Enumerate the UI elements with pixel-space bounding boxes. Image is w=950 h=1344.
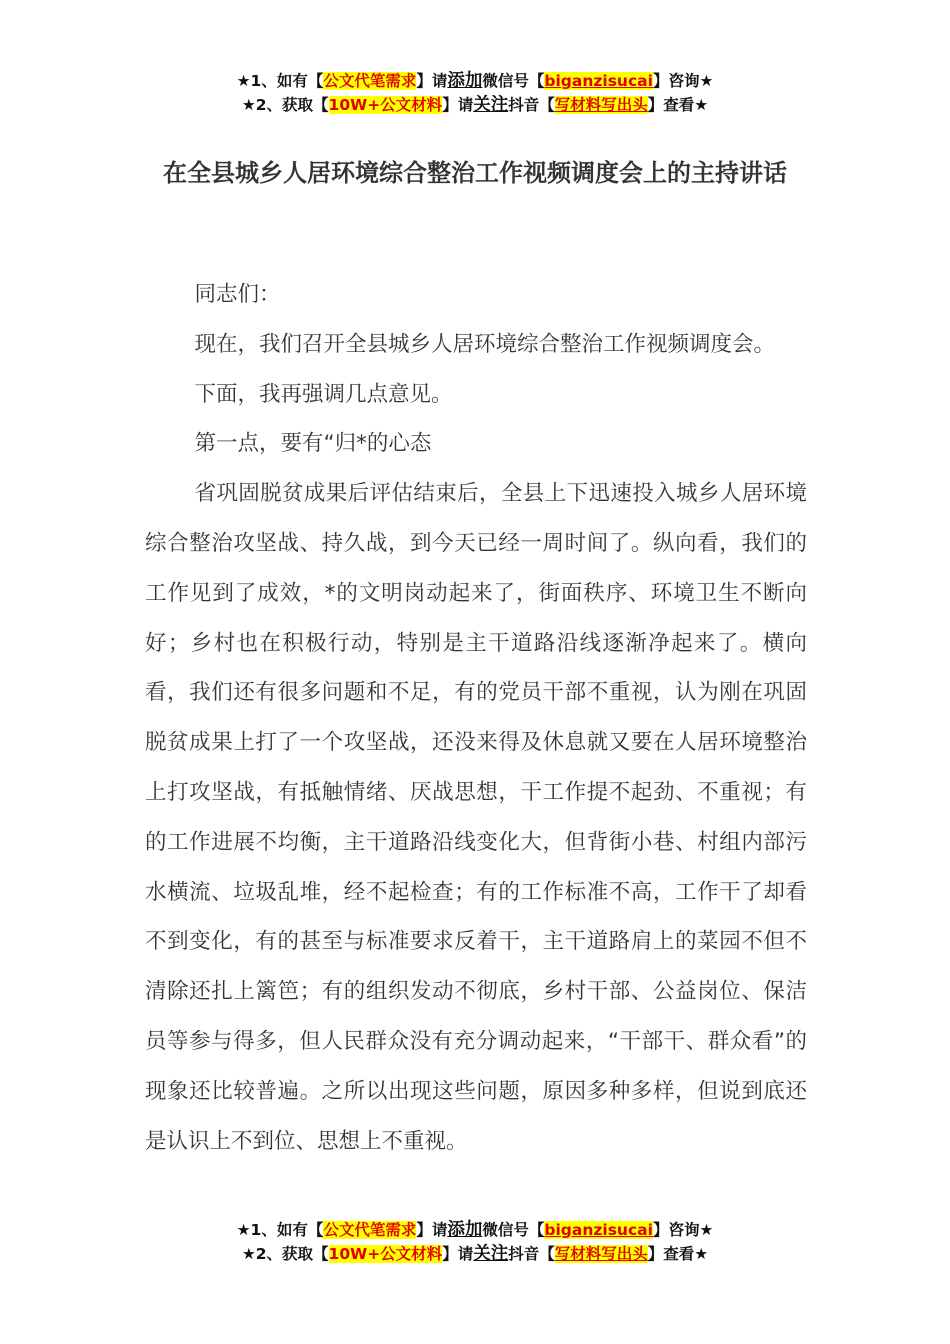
text: 抖音【 (508, 96, 555, 114)
promo-banner-bottom (0, 1218, 950, 1266)
document-body (145, 270, 807, 1166)
text: 抖音【 (508, 1245, 555, 1263)
text: 】查看★ (647, 96, 709, 114)
douyin-account: 写材料写出头 (554, 1245, 648, 1263)
text: 微信号【 (482, 72, 545, 90)
paragraph: 同志们： (194, 282, 281, 307)
paragraph: 现在，我们召开全县城乡人居环境综合整治工作视频调度会。 (194, 331, 775, 357)
highlight-service: 公文代笔需求 (323, 1221, 417, 1239)
promo-line-1 (0, 69, 950, 93)
paragraph: 省巩固脱贫成果后评估结束后，全县上下迅速投入城乡人居环境综合整治攻坚战、持久战，到今天已经一周时间了。纵向看，我们的工作见到了成效，*的文明岗动起来了，街面秩序、环境卫生不断向好；乡村也在积极行动，特别是主干道路沿线逐渐净起来了。横向看，我们还有很多问题和不足，有的党员干部不重视，认为刚在巩固脱贫成果上打了一个攻坚战，还没来得及休息就又要在人居环境整治上打攻坚战，有抵触情绪、厌战思想，干工作提不起劲、不重视；有的工作进展不均衡，主干道路沿线变化大，但背街小巷、村组内部污水横流、垃圾乱堆，经不起检查；有的工作标准不高，工作干了却看不到变化，有的甚至与标准要求反着干，主干道路肩上的菜园不但不清除还扎上篱笆；有的组织发动不彻底，乡村干部、公益岗位、保洁员等参与得多，但人民群众没有充分调动起来，“干部干、群众看”的现象还比较普遍。之所以出现这些问题，原因多种多样，但说到底还是认识上不到位、思想上不重视。 (145, 481, 807, 1154)
wechat-id: biganzisucai (544, 1221, 653, 1239)
text: 】请 (442, 96, 474, 114)
text: 】咨询★ (652, 72, 714, 90)
text: 微信号【 (482, 1221, 545, 1239)
highlight-service: 公文代笔需求 (323, 72, 417, 90)
paragraph: 下面，我再强调几点意见。 (194, 381, 453, 407)
promo-banner-top (0, 69, 950, 117)
emphasis-follow: 关注 (473, 1244, 509, 1264)
text: 】咨询★ (652, 1221, 714, 1239)
emphasis-add: 添加 (447, 71, 483, 91)
wechat-id: biganzisucai (544, 72, 653, 90)
emphasis-add: 添加 (447, 1220, 483, 1240)
promo-line-1 (0, 1218, 950, 1242)
promo-line-2 (0, 93, 950, 117)
emphasis-follow: 关注 (473, 95, 509, 115)
douyin-account: 写材料写出头 (554, 96, 648, 114)
text: ★2、获取【 (241, 96, 329, 114)
document-title: 在全县城乡人居环境综合整治工作视频调度会上的主持讲话 (163, 159, 787, 187)
text: 】请 (442, 1245, 474, 1263)
highlight-materials: 10W+公文材料 (328, 96, 443, 114)
paragraph: 第一点，要有“归*的心态 (194, 431, 432, 457)
text: ★1、如有【 (236, 1221, 324, 1239)
text: ★2、获取【 (241, 1245, 329, 1263)
highlight-materials: 10W+公文材料 (328, 1245, 443, 1263)
text: 】请 (416, 72, 448, 90)
text: ★1、如有【 (236, 72, 324, 90)
text: 】请 (416, 1221, 448, 1239)
promo-line-2 (0, 1242, 950, 1266)
text: 】查看★ (647, 1245, 709, 1263)
